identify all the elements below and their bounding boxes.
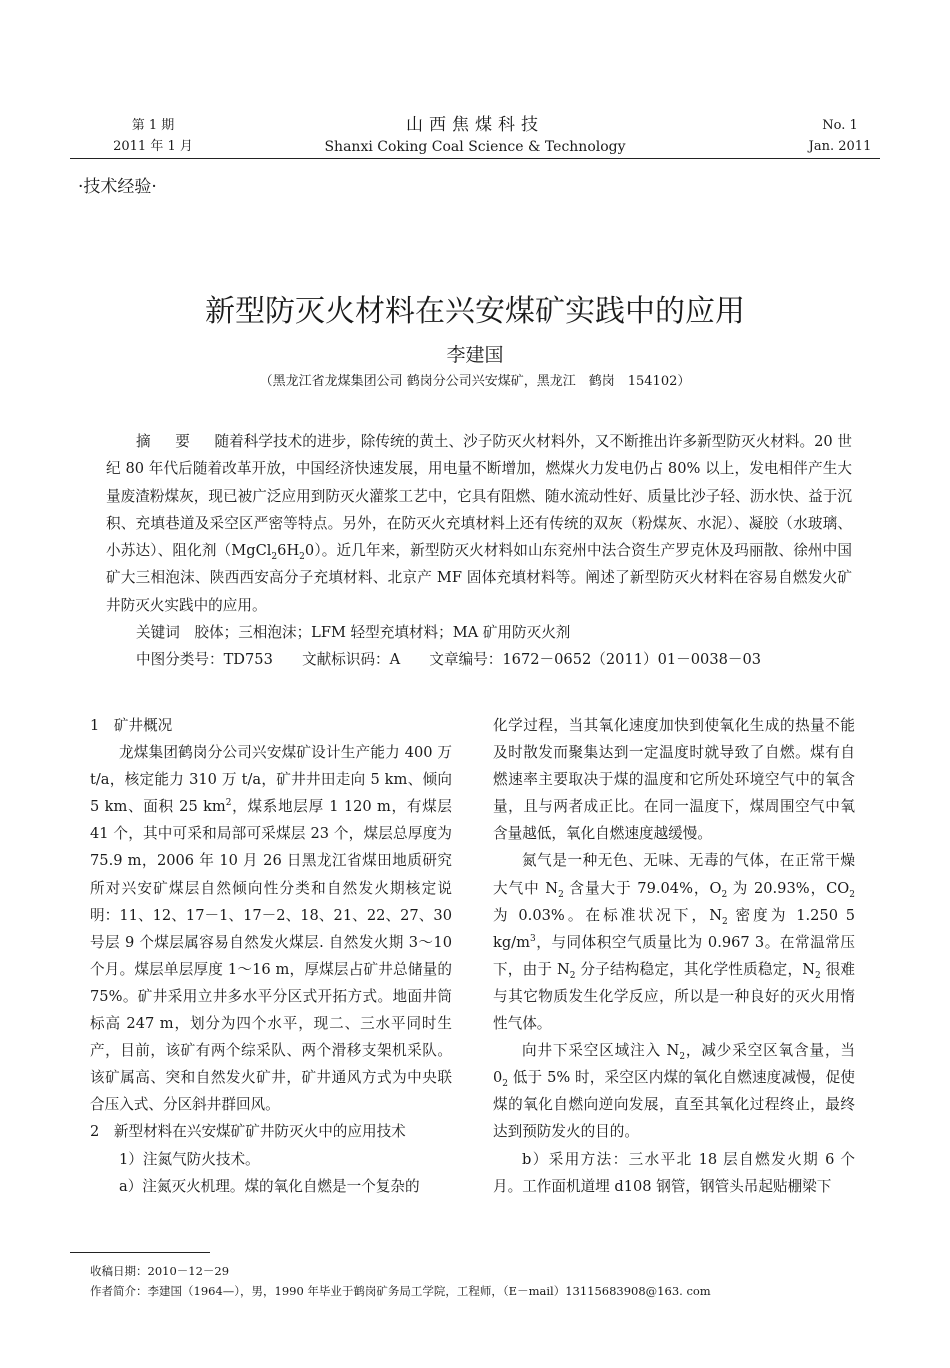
issue-date: 2011 年 1 月 (113, 139, 193, 154)
keywords-text: 胶体；三相泡沫；LFM 轻型充填材料；MA 矿用防灭火剂 (194, 624, 571, 642)
abstract: 摘 要 随着科学技术的进步，除传统的黄土、沙子防灭火材料外，又不断推出许多新型防灭火材料。20 世纪 80 年代后随着改革开放，中国经济快速发展，用电量不断增加，燃煤火力发电仍占 80% 以上，发电相伴产生大量废渣粉煤灰，现已被广泛应用到防灭火灌浆工艺中，它具有阻燃、随水流动性好、质量比沙子轻、沥水快、益于沉积、充填巷道及采空区严密等特点。另外，在防灭火充填材料上还有传统的双灰（粉煤灰、水泥）、凝胶（水玻璃、小苏达）、阻化剂$(MgCl_26H_20)$。近几年来，新型防灭火材料如山东兖州中法合资生产罗克休及玛丽散、徐州中国矿大三相泡沫、陕西西安高分子充填材料、北京产 MF 固体充填材料等。阐述了新型防灭火材料在容易自燃发火矿井防灭火实践中的应用。 (106, 433, 852, 614)
footnote-divider (70, 1252, 210, 1253)
body-column-left (90, 712, 452, 1200)
section-tag: ·技术经验· (78, 177, 157, 197)
author-affiliation: （黑龙江省龙煤集团公司 鹤岗分公司兴安煤矿，黑龙江 鹤岗 154102） (259, 374, 691, 389)
journal-name (275, 113, 675, 157)
paper-title: 新型防灭火材料在兴安煤矿实践中的应用 (205, 294, 745, 329)
paragraph-oxidation: 化学过程，当其氧化速度加快到使氧化生成的热量不能及时散发而聚集达到一定温度时就导致了自燃。煤有自燃速率主要取决于煤的温度和它所处环境空气中的氧含量，且与两者成正比。在同一温度下，煤周围空气中氧含量越低，氧化自燃速度越缓慢。 (493, 717, 855, 843)
section-heading-2: 2 新型材料在兴安煤矿矿井防灭火中的应用技术 (90, 1123, 406, 1141)
paragraph-mine-overview: 龙煤集团鹤岗分公司兴安煤矿设计生产能力 400 万 t/a，核定能力 310 万 t/a，矿井井田走向 5 km、倾向 5 km、面积 25 $km^2$，煤系地层厚 1 120 m，有煤层 41 个，其中可采和局部可采煤层 23 个，煤层总厚度为 75.9 m，2006 年 10 月 26 日黑龙江省煤田地质研究所对兴安矿煤层自然倾向性分类和自然发火期核定说明：11、12、17－1、17－2、18、21、22、27、30 号层 9 个煤层属容易自然发火煤层. 自然发火期 3～10 个月。煤层单层厚度 1～16 m，厚煤层占矿井总储量的 75%。矿井采用立井多水平分区式开拓方式。地面井筒标高 247 m，划分为四个水平，现二、三水平同时生产，目前，该矿有两个综采队、两个滑移支架机采队。该矿属高、突和自然发火矿井，矿井通风方式为中央联合压入式、分区斜井群回风。 (90, 744, 452, 1114)
article-number: 1672－0652（2011）01－0038－03 (502, 651, 762, 669)
keywords (106, 619, 852, 646)
section-heading-1: 1 矿井概况 (90, 717, 173, 734)
doc-code: A (389, 651, 401, 669)
header-divider (70, 158, 880, 159)
abstract-block (106, 428, 852, 674)
paper-author: 李建国 (446, 344, 504, 366)
paragraph-method: b）采用方法：三水平北 18 层自燃发火期 6 个月。工作面机道埋 d108 钢管，钢管头吊起贴棚梁下 (493, 1150, 855, 1195)
clc-number: TD753 (223, 651, 273, 669)
abstract-label: 摘 要 (136, 433, 200, 450)
header-issue-cn (88, 115, 218, 157)
journal-name-cn: 山西焦煤科技 (406, 115, 544, 135)
subsection-heading: 1）注氮气防火技术。 (119, 1150, 260, 1168)
issue-date-en: Jan. 2011 (808, 139, 872, 154)
paragraph-nitrogen-properties: 氮气是一种无色、无味、无毒的气体，在正常干燥大气中 $N_2$ 含量大于 79.04%，$O_2$ 为 20.93%，$CO_2$ 为 0.03%。在标准状况下，$N_2$ 密度为 1.250 5 $kg/m^3$，与同体积空气质量比为 0.967 3。在常温常压下，由于 $N_2$ 分子结构稳定，其化学性质稳定，$N_2$ 很难与其它物质发生化学反应，所以是一种良好的灭火用惰性气体。 (493, 852, 855, 1033)
footnote-received: 收稿日期：2010－12－29 (90, 1264, 230, 1278)
body-column-right (493, 712, 855, 1200)
paragraph-injection: 向井下采空区域注入 $N_2$，减少采空区氧含量，当 $0_2$ 低于 5% 时，采空区内煤的氧化自燃速度减慢，促使煤的氧化自燃向逆向发展，直至其氧化过程终止，最终达到预防发火的目的。 (493, 1042, 855, 1141)
journal-name-en: Shanxi Coking Coal Science & Technology (324, 139, 626, 155)
issue-number-en: No. 1 (822, 118, 858, 133)
classification-line: 中图分类号：TD753 文献标识码：A 文章编号：1672－0652（2011）01－0038－03 (136, 651, 762, 669)
footnote-author-bio: 作者简介：李建国（1964—），男，1990 年毕业于鹤岗矿务局工学院，工程师，（E－mail）13115683908@163. com (90, 1284, 711, 1298)
header-issue-en (770, 115, 910, 157)
paragraph-nitrogen-mechanism: a）注氮灭火机理。煤的氧化自燃是一个复杂的 (119, 1177, 420, 1195)
keywords-label: 关键词 (136, 624, 180, 642)
issue-number: 第 1 期 (131, 118, 175, 133)
